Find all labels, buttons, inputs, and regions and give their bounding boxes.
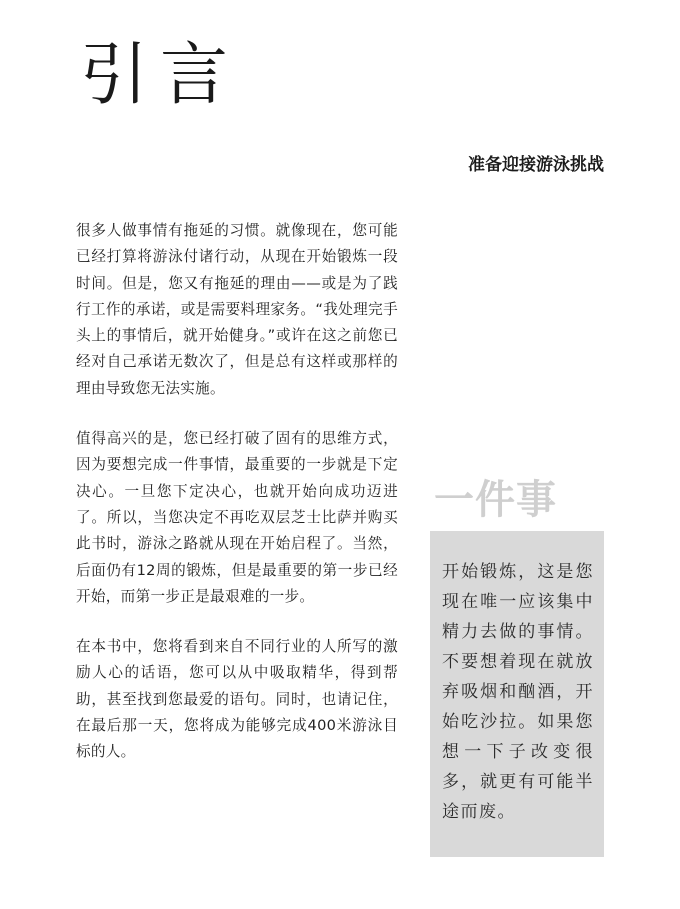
page-title: 引言: [80, 36, 241, 115]
body-paragraph: 在本书中，您将看到来自不同行业的人所写的激励人心的话语，您可以从中吸取精华，得到帮助，甚至找到您最爱的语句。同时，也请记住，在最后那一天，您将成为能够完成400米游泳目标的人。: [76, 638, 398, 761]
body-paragraph: 值得高兴的是，您已经打破了固有的思维方式，因为要想完成一件事情，最重要的一步就是下定决心。一旦您下定决心，也就开始向成功迈进了。所以，当您决定不再吃双层芝士比萨并购买此书时，游泳之路就从现在开始启程了。当然，后面仍有12周的锻炼，但是最重要的第一步已经开始，而第一步正是最艰难的一步。: [76, 430, 398, 605]
body-text: [76, 218, 398, 790]
sidebar-box: [430, 531, 604, 857]
page-subtitle: 准备迎接游泳挑战: [468, 155, 604, 175]
body-paragraph: 很多人做事情有拖延的习惯。就像现在，您可能已经打算将游泳付诸行动，从现在开始锻炼一段时间。但是，您又有拖延的理由——或是为了践行工作的承诺，或是需要料理家务。“我处理完手头上的事情后，就开始健身。”或许在这之前您已经对自己承诺无数次了，但是总有这样或那样的理由导致您无法实施。: [76, 222, 398, 397]
sidebar-heading: 一件事: [434, 477, 557, 523]
sidebar-text: 开始锻炼，这是您现在唯一应该集中精力去做的事情。不要想着现在就放弃吸烟和酗酒，开始吃沙拉。如果您想一下子改变很多，就更有可能半途而废。: [442, 562, 594, 822]
